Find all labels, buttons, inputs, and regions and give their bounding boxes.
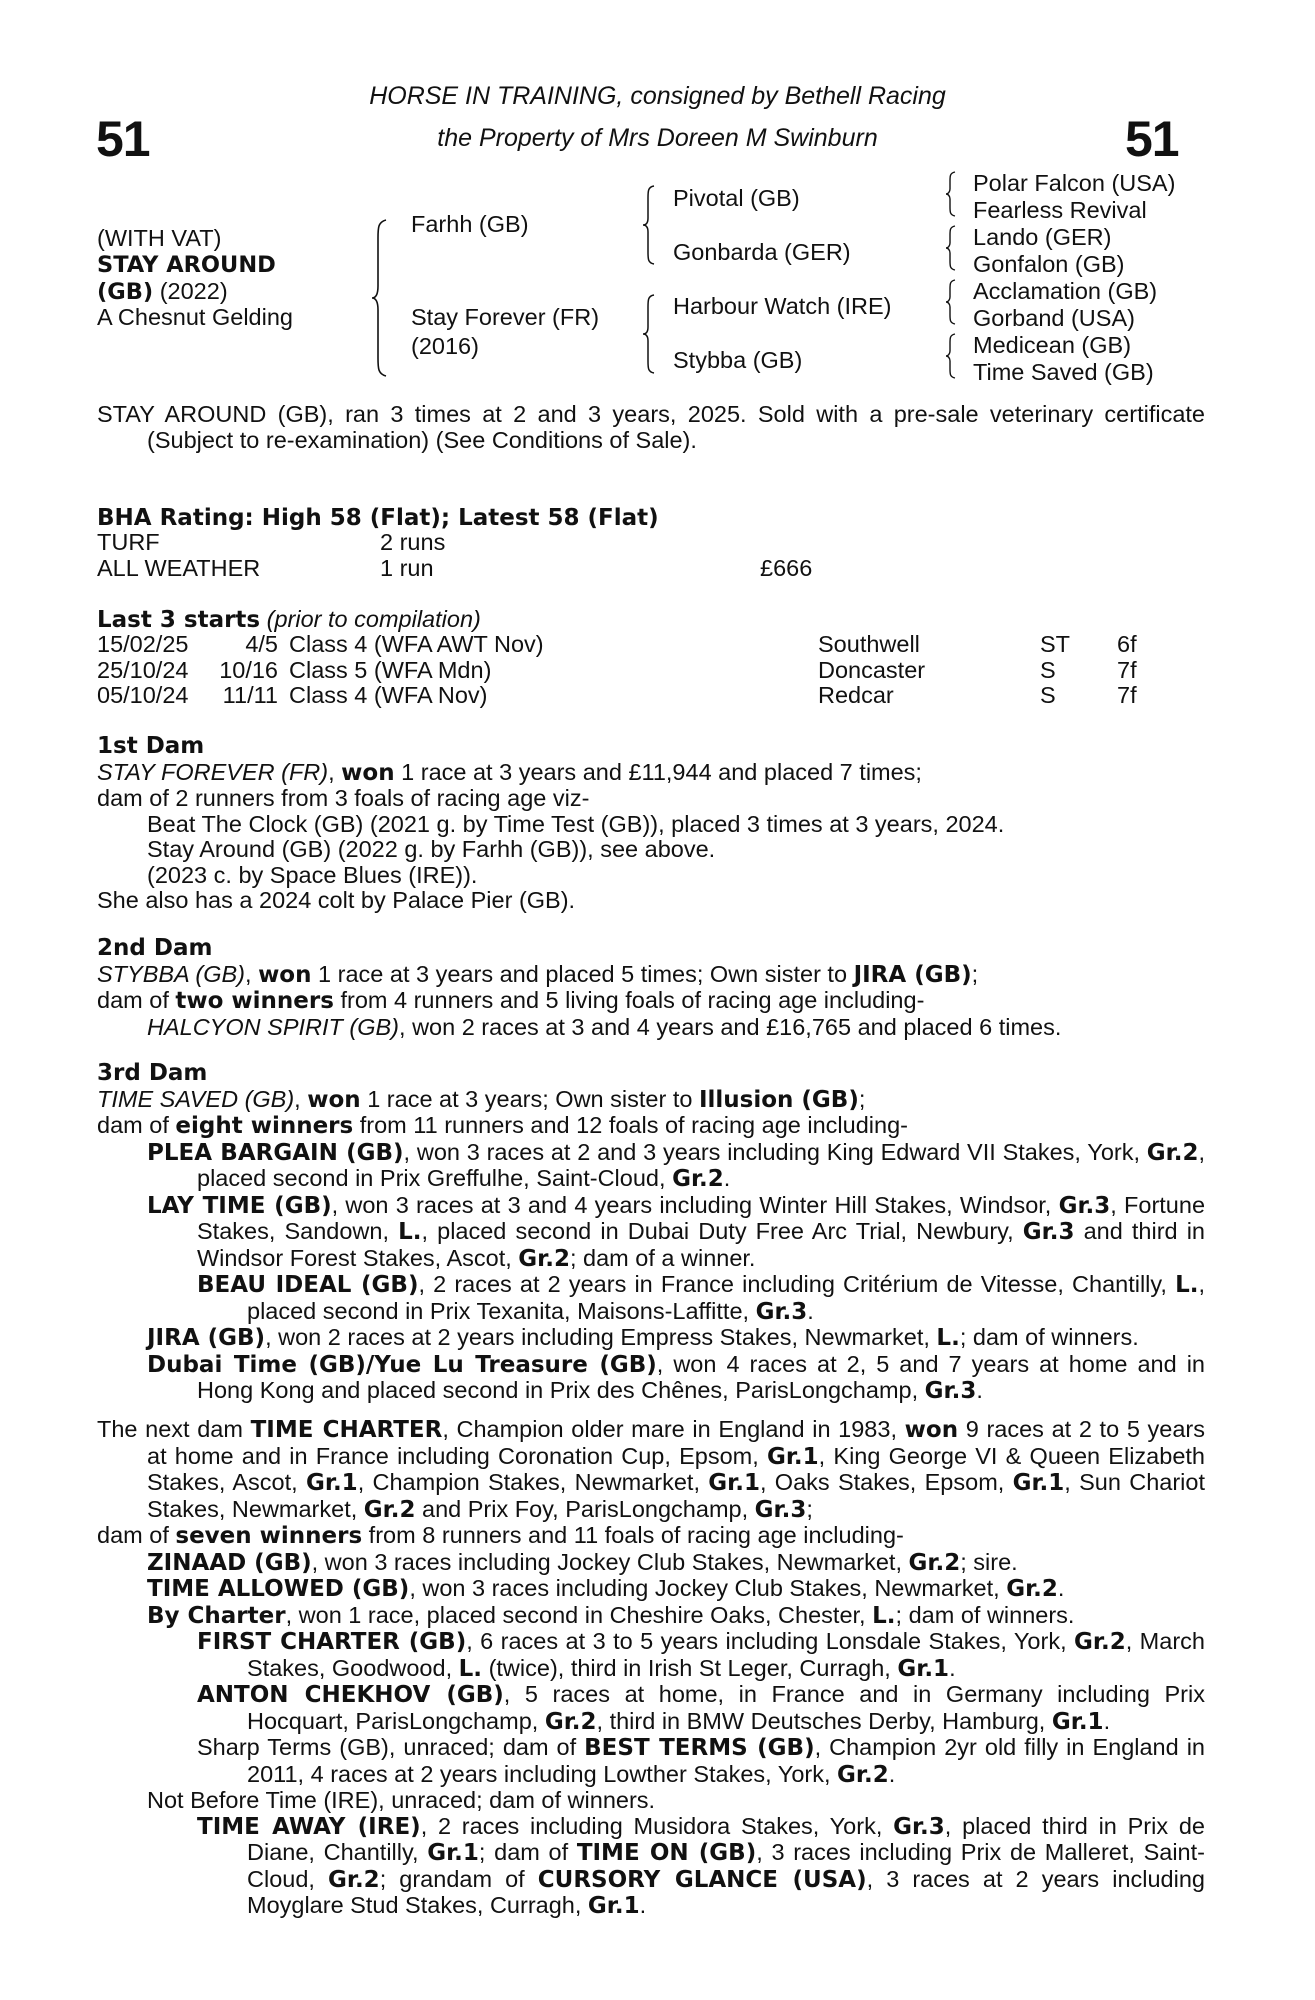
start-pos: 4/5: [245, 631, 278, 657]
grade: Gr.2: [837, 1761, 889, 1788]
listed: L.: [458, 1655, 483, 1682]
header-consignor: HORSE IN TRAINING, consigned by Bethell Racing: [369, 82, 946, 110]
start-race: Class 5 (WFA Mdn): [289, 657, 492, 683]
gg-4: Gonfalon (GB): [973, 251, 1125, 277]
nextdam-winners: seven winners: [175, 1523, 363, 1549]
nextdam-text: The next dam: [97, 1416, 251, 1442]
pedigree-brace-sire: [641, 184, 657, 266]
dam2-section: 2nd Dam STYBBA (GB), won 1 race at 3 years and placed 5 times; Own sister to JIRA (GB); dam of two winners from 4 runners and 5 living foals of racing age including- HALCYON SPIRIT (GB), won 2 races at 3 and 4 years and £16,765 and placed 6 times.: [97, 935, 1062, 1040]
offspring-text: and third in Windsor Forest Stakes, Ascot,: [197, 1218, 1205, 1271]
offspring-text: , Fortune Stakes, Sandown,: [197, 1191, 1206, 1244]
lot-number-right: 51: [1125, 111, 1179, 167]
dam2-sister: JIRA (GB): [853, 961, 972, 988]
offspring-text: , won 3 races at 3 and 4 years including Winter Hill Stakes, Windsor,: [331, 1191, 1059, 1218]
offspring-text: , 2 races including Musidora Stakes, York,: [420, 1812, 894, 1839]
offspring-text: , won 1 race, placed second in Cheshire Oaks, Chester,: [285, 1601, 873, 1628]
gg-1: Polar Falcon (USA): [973, 170, 1176, 196]
dam1-also: She also has a 2024 colt by Palace Pier (GB).: [97, 887, 576, 913]
offspring-text: , 3 races at 2 years including Moyglare Stud Stakes, Curragh,: [247, 1865, 1205, 1918]
offspring-text: ; sire.: [960, 1548, 1018, 1575]
rating-row-aw-prize: £666: [760, 555, 813, 581]
nextdam-text: , Sun Chariot Stakes, Newmarket,: [147, 1469, 1206, 1522]
grandsire-1: Pivotal (GB): [673, 185, 800, 211]
dam1-heading: 1st Dam: [97, 733, 205, 759]
dam3-sister: Illusion (GB): [698, 1086, 859, 1113]
nextdam-produce-b: from 8 runners and 11 foals of racing age including-: [362, 1522, 904, 1548]
rating-heading-text: BHA Rating: High 58 (Flat); Latest 58 (Flat): [97, 505, 659, 531]
offspring-text: , third in BMW Deutsches Derby, Hamburg,: [596, 1707, 1052, 1734]
offspring-name: CURSORY GLANCE (USA): [537, 1866, 867, 1893]
grade: Gr.1: [766, 1443, 819, 1470]
grade: Gr.2: [1146, 1139, 1199, 1166]
gg-2: Fearless Revival: [973, 197, 1147, 223]
nextdam-name: TIME CHARTER: [250, 1417, 443, 1443]
start-course: Redcar: [818, 682, 894, 708]
dam2-produce-a: dam of: [97, 987, 176, 1013]
dam3-won: won: [307, 1086, 361, 1113]
nextdam-text: 9 races at 2 to 5 years at home and in France including Coronation Cup, Epsom,: [147, 1416, 1206, 1469]
offspring-text: , 3 races including Prix de Malleret, Saint-Cloud,: [247, 1839, 1205, 1892]
start-race: Class 4 (WFA AWT Nov): [289, 631, 544, 657]
nextdam-text: , Champion Stakes, Newmarket,: [357, 1469, 709, 1495]
dam2-winners: two winners: [175, 988, 334, 1014]
nextdam-grand-anton-chekhov: ANTON CHEKHOV (GB), 5 races at home, in France and in Germany including Prix Hocquart, ParisLongchamp, Gr.2, third in BMW Deutsches Derby, Hamburg, Gr.1.: [197, 1681, 1205, 1735]
offspring-text: , 2 races at 2 years in France including Critérium de Vitesse, Chantilly,: [418, 1271, 1176, 1297]
grade: Gr.2: [672, 1166, 724, 1192]
grade: Gr.2: [544, 1708, 597, 1735]
dam1-foal: (2023 c. by Space Blues (IRE)).: [147, 861, 478, 888]
offspring-text: , won 3 races including Jockey Club Stakes, Newmarket,: [311, 1548, 909, 1575]
dam1-foal: Stay Around (GB) (2022 g. by Farhh (GB)), see above.: [147, 836, 716, 862]
nextdam-section: [97, 1417, 1205, 1920]
grade: Gr.1: [587, 1893, 640, 1919]
dam2-heading: 2nd Dam: [97, 935, 213, 961]
gg-8: Time Saved (GB): [973, 359, 1154, 385]
offspring-text: , placed third in Prix de Diane, Chantilly,: [247, 1812, 1205, 1865]
dam2-won: won: [258, 961, 312, 988]
summary-text: STAY AROUND (GB), ran 3 times at 2 and 3 years, 2025. Sold with a pre-sale veterinary certificate (Subject to re-examination) (See Conditions of Sale).: [97, 401, 1205, 453]
nextdam-text: and Prix Foy, ParisLongchamp,: [415, 1495, 755, 1522]
grade: Gr.2: [518, 1245, 570, 1272]
brace-gg4: [944, 332, 958, 380]
dam3-produce-b: from 11 runners and 12 foals of racing age including-: [353, 1112, 908, 1138]
offspring-text: , placed second in Dubai Duty Free Arc Trial, Newbury,: [421, 1218, 1023, 1244]
start-race: Class 4 (WFA Nov): [289, 682, 488, 708]
grade: Gr.3: [1058, 1192, 1111, 1219]
grandsire-4: Stybba (GB): [673, 347, 803, 373]
offspring-name: TIME ALLOWED (GB): [147, 1576, 410, 1602]
grandsire-3: Harbour Watch (IRE): [673, 293, 892, 319]
offspring-text: , March Stakes, Goodwood,: [247, 1628, 1205, 1681]
nextdam-grand-time-away: TIME AWAY (IRE), 2 races including Musidora Stakes, York, Gr.3, placed third in Prix de Diane, Chantilly, Gr.1; dam of TIME ON (GB), 3 races including Prix de Malleret, Saint-Cloud, Gr.2; grandam of CURSORY GLANCE (USA), 3 races at 2 years including Moyglare Stud Stakes, Curragh, Gr.1.: [197, 1812, 1205, 1919]
nextdam-offspring-zinaad: [97, 1550, 1205, 1577]
horse-country: (GB): [97, 279, 154, 305]
dam3-grandoffspring: BEAU IDEAL (GB), 2 races at 2 years in France including Critérium de Vitesse, Chantilly, L., placed second in Prix Texanita, Maisons-Laffitte, Gr.3.: [197, 1271, 1205, 1325]
lot-number-left: 51: [96, 111, 150, 167]
rating-row-turf-surface: TURF: [97, 529, 160, 555]
start-going: S: [1040, 682, 1056, 708]
brace-gg3: [944, 278, 958, 326]
grade: Gr.1: [708, 1470, 760, 1496]
offspring-text: ; dam of winners.: [959, 1324, 1139, 1350]
start-dist: 7f: [1117, 682, 1137, 708]
offspring-text: ; dam of: [478, 1839, 577, 1865]
listed: L.: [1175, 1272, 1199, 1298]
offspring-name: PLEA BARGAIN (GB): [147, 1139, 404, 1166]
offspring-name: TIME AWAY (IRE): [197, 1813, 421, 1840]
dam3-section: 3rd Dam TIME SAVED (GB), won 1 race at 3 years; Own sister to Illusion (GB); dam of eight winners from 11 runners and 12 foals of racing age including- PLEA BARGAIN (GB), won 3 races at 2 and 3 years including King Edward VII Stakes, York, Gr.2, placed second in Prix Greffulhe, Saint-Cloud, Gr.2. LAY TIME (GB), won 3 races at 3 and 4 years including Winter Hill Stakes, Windsor, Gr.3, Fortune Stakes, Sandown, L., placed second in Dubai Duty Free Arc Trial, Newbury, Gr.3 and third in Windsor Forest Stakes, Ascot, Gr.2; dam of a winner. BEAU IDEAL (GB), 2 races at 2 years in France including Critérium de Vitesse, Chantilly, L., placed second in Prix Texanita, Maisons-Laffitte, Gr.3. JIRA (GB), won 2 races at 2 years including Empress Stakes, Newmarket, L.; dam of winners. Dubai Time (GB)/Yue Lu Treasure (GB), won 4 races at 2, 5 and 7 years at home and in Hong Kong and placed second in Prix des Chênes, ParisLongchamp, Gr.3.: [97, 1060, 1206, 1404]
offspring-text: , placed second in Prix Texanita, Maisons-Laffitte,: [247, 1271, 1205, 1324]
offspring-name: JIRA (GB): [147, 1325, 266, 1351]
sire: Farhh (GB): [411, 211, 529, 237]
grade: Gr.1: [897, 1655, 950, 1682]
start-course: Southwell: [818, 631, 920, 657]
nextdam-intro: The next dam TIME CHARTER, Champion older mare in England in 1983, won 9 races at 2 to 5 years at home and in France including Coronation Cup, Epsom, Gr.1, King George VI & Queen Elizabeth Stakes, Ascot, Gr.1, Champion Stakes, Newmarket, Gr.1, Oaks Stakes, Epsom, Gr.1, Sun Chariot Stakes, Newmarket, Gr.2 and Prix Foy, ParisLongchamp, Gr.3;: [97, 1416, 1206, 1523]
offspring-text: , won 2 races at 2 years including Empress Stakes, Newmarket,: [265, 1324, 937, 1350]
grade: Gr.3: [924, 1378, 977, 1404]
offspring-text: ; dam of winners.: [895, 1601, 1075, 1628]
grade: Gr.2: [1074, 1629, 1126, 1655]
dam1-produce: dam of 2 runners from 3 foals of racing age viz-: [97, 785, 590, 811]
start-pos: 10/16: [219, 657, 278, 683]
dam3-name: TIME SAVED (GB): [97, 1085, 295, 1112]
grade: Gr.3: [893, 1813, 945, 1840]
offspring-name: By Charter: [147, 1602, 286, 1629]
starts-heading: [97, 607, 481, 634]
dam3-offspring-1: PLEA BARGAIN (GB), won 3 races at 2 and 3 years including King Edward VII Stakes, York, Gr.2, placed second in Prix Greffulhe, Saint-Cloud, Gr.2.: [147, 1138, 1206, 1192]
horse-description: A Chesnut Gelding: [97, 304, 293, 330]
offspring-name: FIRST CHARTER (GB): [197, 1629, 467, 1655]
listed: L.: [398, 1219, 422, 1245]
brace-gg2: [944, 224, 958, 272]
start-dist: 6f: [1117, 631, 1137, 657]
grade: Gr.1: [427, 1840, 479, 1866]
starts-note: (prior to compilation): [266, 606, 481, 632]
grade: Gr.3: [755, 1298, 808, 1325]
dam2-record: 1 race at 3 years and placed 5 times; Own sister to: [311, 960, 854, 987]
start-pos: 11/11: [222, 682, 278, 708]
brace-gg1: [944, 170, 958, 218]
gg-7: Medicean (GB): [973, 332, 1132, 358]
vat-label: (WITH VAT): [97, 225, 222, 251]
dam2-offspring-text: , won 2 races at 3 and 4 years and £16,765 and placed 6 times.: [399, 1013, 1062, 1040]
dam3-heading: 3rd Dam: [97, 1060, 208, 1086]
dam: Stay Forever (FR): [411, 304, 600, 330]
offspring-name: Dubai Time (GB)/Yue Lu Treasure (GB): [147, 1351, 657, 1378]
grade: Gr.2: [1006, 1576, 1058, 1602]
offspring-name: TIME ON (GB): [576, 1840, 757, 1866]
offspring-text: Sharp Terms (GB), unraced; dam of: [197, 1734, 585, 1760]
offspring-text: , won 4 races at 2, 5 and 7 years at home and in Hong Kong and placed second in Prix des Chênes, ParisLongchamp,: [197, 1350, 1205, 1403]
nextdam-grand-sharp-terms: Sharp Terms (GB), unraced; dam of BEST TERMS (GB), Champion 2yr old filly in England in 2011, 4 races at 2 years including Lowther Stakes, York, Gr.2.: [197, 1734, 1205, 1788]
grade: Gr.3: [1022, 1219, 1075, 1245]
offspring-text: ; grandam of: [379, 1865, 538, 1892]
grade: Gr.1: [306, 1470, 358, 1496]
start-going: ST: [1040, 631, 1071, 657]
horse-country-line: [97, 278, 228, 306]
gg-6: Gorband (USA): [973, 305, 1135, 331]
horse-name-line: [97, 251, 276, 279]
start-going: S: [1040, 657, 1056, 683]
start-date: 05/10/24: [97, 682, 189, 708]
offspring-text: , placed second in Prix Greffulhe, Saint-Cloud,: [197, 1138, 1206, 1191]
offspring-text: , Champion 2yr old filly in England in 2011, 4 races at 2 years including Lowther Stakes, York,: [247, 1734, 1205, 1787]
start-dist: 7f: [1117, 657, 1137, 683]
grade: Gr.2: [908, 1549, 961, 1576]
summary-block: [97, 402, 1205, 453]
grade: Gr.2: [328, 1866, 380, 1893]
dam2-name: STYBBA (GB): [97, 960, 245, 987]
dam3-offspring-3: [97, 1325, 1205, 1352]
nextdam-text: , King George VI & Queen Elizabeth Stakes, Ascot,: [147, 1442, 1205, 1495]
offspring-text: , won 3 races at 2 and 3 years including King Edward VII Stakes, York,: [403, 1138, 1147, 1165]
nextdam-offspring-by-charter: [97, 1603, 1205, 1630]
offspring-name: LAY TIME (GB): [147, 1192, 332, 1219]
offspring-text: , won 3 races including Jockey Club Stakes, Newmarket,: [409, 1575, 1007, 1601]
nextdam-offspring-not-before-time: Not Before Time (IRE), unraced; dam of winners.: [147, 1787, 656, 1813]
dam3-winners: eight winners: [175, 1113, 354, 1139]
grandsire-2: Gonbarda (GER): [673, 239, 851, 265]
dam3-record: 1 race at 3 years; Own sister to: [360, 1085, 699, 1112]
rating-row-turf-runs: 2 runs: [380, 529, 446, 555]
dam1-record: 1 race at 3 years and £11,944 and placed 7 times;: [394, 758, 922, 785]
grade: Gr.3: [754, 1496, 807, 1523]
rating-row-aw-runs: 1 run: [380, 555, 434, 581]
gg-3: Lando (GER): [973, 224, 1112, 250]
dam1-name: STAY FOREVER (FR): [97, 758, 329, 785]
starts-heading-text: Last 3 starts: [97, 607, 261, 633]
dam3-offspring-4: Dubai Time (GB)/Yue Lu Treasure (GB), won 4 races at 2, 5 and 7 years at home and in Hong Kong and placed second in Prix des Chênes, ParisLongchamp, Gr.3.: [147, 1350, 1205, 1404]
dam2-offspring-name: HALCYON SPIRIT (GB): [147, 1013, 400, 1040]
pedigree-brace-main: [370, 218, 390, 378]
start-date: 15/02/25: [97, 631, 189, 657]
listed: L.: [872, 1602, 896, 1629]
dam-year: (2016): [411, 333, 479, 359]
start-course: Doncaster: [818, 657, 926, 683]
offspring-text: ; dam of a winner.: [569, 1244, 756, 1271]
grade: Gr.1: [1012, 1470, 1065, 1496]
nextdam-offspring-time-allowed: TIME ALLOWED (GB), won 3 races including Jockey Club Stakes, Newmarket, Gr.2.: [147, 1575, 1065, 1602]
dam3-offspring-2: [97, 1193, 1205, 1273]
gg-5: Acclamation (GB): [973, 278, 1158, 304]
horse-year: (2022): [159, 278, 228, 304]
nextdam-text: , Champion older mare in England in 1983,: [442, 1416, 905, 1442]
listed: L.: [936, 1325, 960, 1351]
offspring-text: , 6 races at 3 to 5 years including Lonsdale Stakes, York,: [466, 1628, 1075, 1654]
nextdam-grand-first-charter: FIRST CHARTER (GB), 6 races at 3 to 5 years including Lonsdale Stakes, York, Gr.2, March Stakes, Goodwood, L. (twice), third in Irish St Leger, Curragh, Gr.1.: [197, 1628, 1205, 1682]
rating-heading: [97, 505, 659, 532]
offspring-name: BEAU IDEAL (GB): [197, 1272, 419, 1298]
dam1-won: won: [341, 759, 395, 786]
horse-name: STAY AROUND: [97, 252, 276, 278]
offspring-text: (twice), third in Irish St Leger, Curragh,: [482, 1654, 898, 1681]
start-date: 25/10/24: [97, 657, 189, 683]
header-property: the Property of Mrs Doreen M Swinburn: [437, 124, 878, 152]
pedigree-brace-dam: [641, 293, 657, 375]
dam1-section: 1st Dam STAY FOREVER (FR), won 1 race at 3 years and £11,944 and placed 7 times; dam of 2 runners from 3 foals of racing age viz- Beat The Clock (GB) (2021 g. by Time Test (GB)), placed 3 times at 3 years, 2024. Stay Around (GB) (2022 g. by Farhh (GB)), see above. (2023 c. by Space Blues (IRE)). She also has a 2024 colt by Palace Pier (GB).: [97, 733, 1205, 914]
rating-row-aw-surface: ALL WEATHER: [97, 555, 261, 581]
offspring-text: , 5 races at home, in France and in Germany including Prix Hocquart, ParisLongchamp,: [247, 1681, 1205, 1734]
offspring-name: ANTON CHEKHOV (GB): [197, 1682, 504, 1708]
nextdam-produce-a: dam of: [97, 1522, 176, 1548]
grade: Gr.2: [363, 1496, 416, 1523]
dam3-produce-a: dam of: [97, 1112, 176, 1138]
dam2-produce-b: from 4 runners and 5 living foals of racing age including-: [333, 987, 925, 1013]
grade: Gr.1: [1051, 1708, 1104, 1735]
offspring-name: ZINAAD (GB): [147, 1549, 312, 1576]
offspring-name: BEST TERMS (GB): [584, 1735, 815, 1761]
nextdam-text: , Oaks Stakes, Epsom,: [759, 1469, 1013, 1495]
nextdam-won: won: [904, 1417, 959, 1443]
dam1-foal: Beat The Clock (GB) (2021 g. by Time Test (GB)), placed 3 times at 3 years, 2024.: [147, 810, 1005, 837]
